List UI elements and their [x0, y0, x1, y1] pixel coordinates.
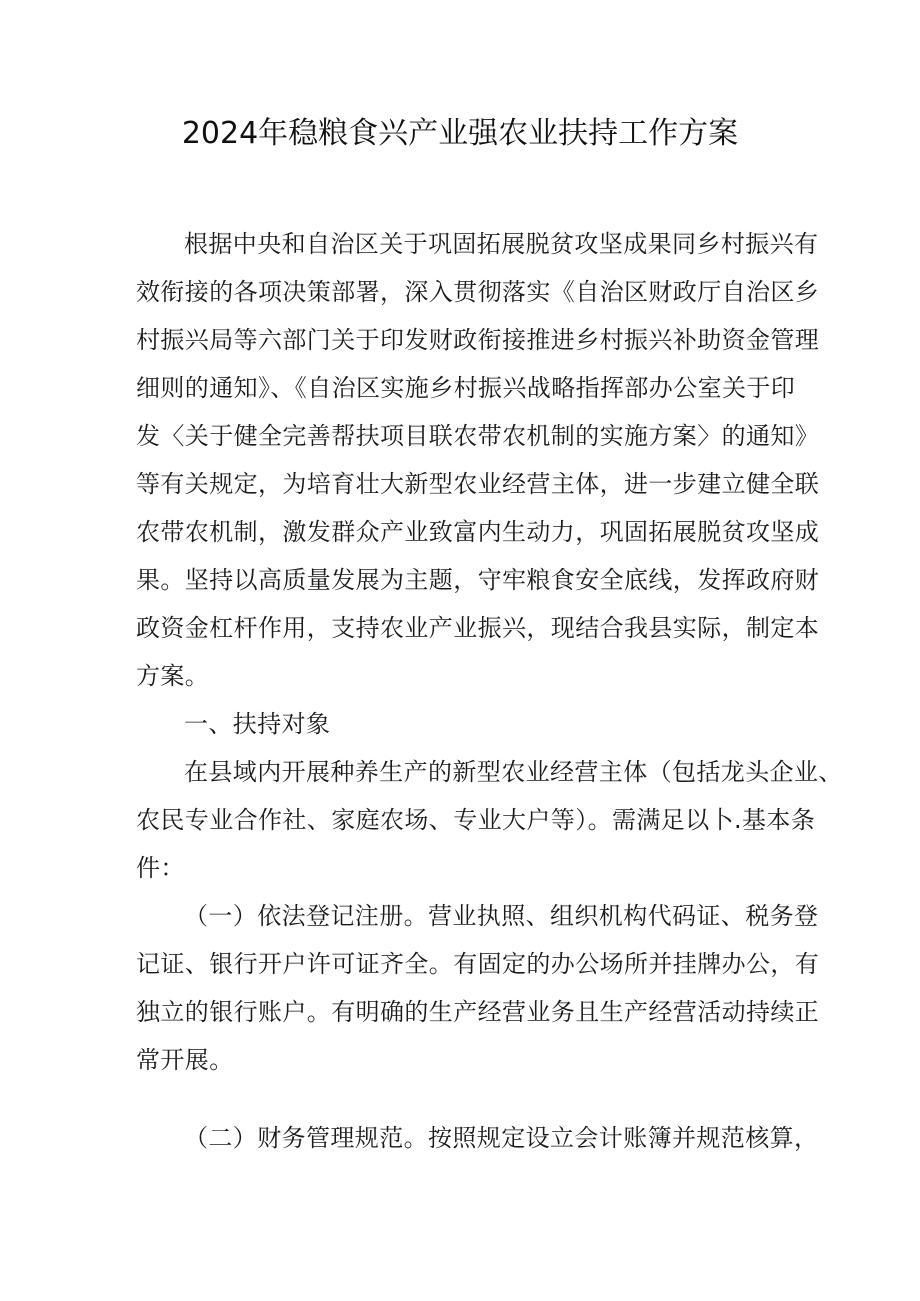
- intro-line: 方案。: [136, 662, 210, 690]
- section-line: 在县域内开展种养生产的新型农业经营主体（包括龙头企业、: [184, 758, 843, 786]
- intro-line: 等有关规定，为培育壮大新型农业经营主体，进一步建立健全联: [136, 470, 820, 498]
- item-line: （一）依法登记注册。营业执照、组织机构代码证、税务登: [184, 902, 819, 930]
- intro-line: 果。坚持以高质量发展为主题，守牢粮食安全底线，发挥政府财: [136, 566, 820, 594]
- section-heading: 一、扶持对象: [184, 710, 331, 738]
- section-line: 农民专业合作社、家庭农场、专业大户等）。需满足以卜.基本条: [136, 806, 816, 834]
- intro-line: 发〈关于健全完善帮扶项目联农带农机制的实施方案〉的通知》: [136, 422, 820, 450]
- item-line: 独立的银行账户。有明确的生产经营业务且生产经营活动持续正: [136, 998, 820, 1026]
- intro-line: 根据中央和自治区关于巩固拓展脱贫攻坚成果同乡村振兴有: [184, 230, 819, 258]
- intro-line: 村振兴局等六部门关于印发财政衔接推进乡村振兴补助资金管理: [136, 326, 820, 354]
- document-title: 2024年稳粮食兴产业强农业扶持工作方案: [181, 116, 739, 151]
- item-line: （二）财务管理规范。按照规定设立会计账簿并规范核算，: [184, 1124, 819, 1152]
- item-line: 记证、银行开户许可证齐全。有固定的办公场所并挂牌办公，有: [136, 950, 820, 978]
- section-line: 件：: [136, 854, 185, 882]
- item-line: 常开展。: [136, 1046, 234, 1074]
- intro-line: 细则的通知》、《自治区实施乡村振兴战略指挥部办公室关于印: [136, 374, 796, 402]
- intro-line: 效衔接的各项决策部署，深入贯彻落实《自治区财政厅自治区乡: [136, 278, 820, 306]
- intro-line: 农带农机制，激发群众产业致富内生动力，巩固拓展脱贫攻坚成: [136, 518, 820, 546]
- intro-line: 政资金杠杆作用，支持农业产业振兴，现结合我县实际，制定本: [136, 614, 820, 642]
